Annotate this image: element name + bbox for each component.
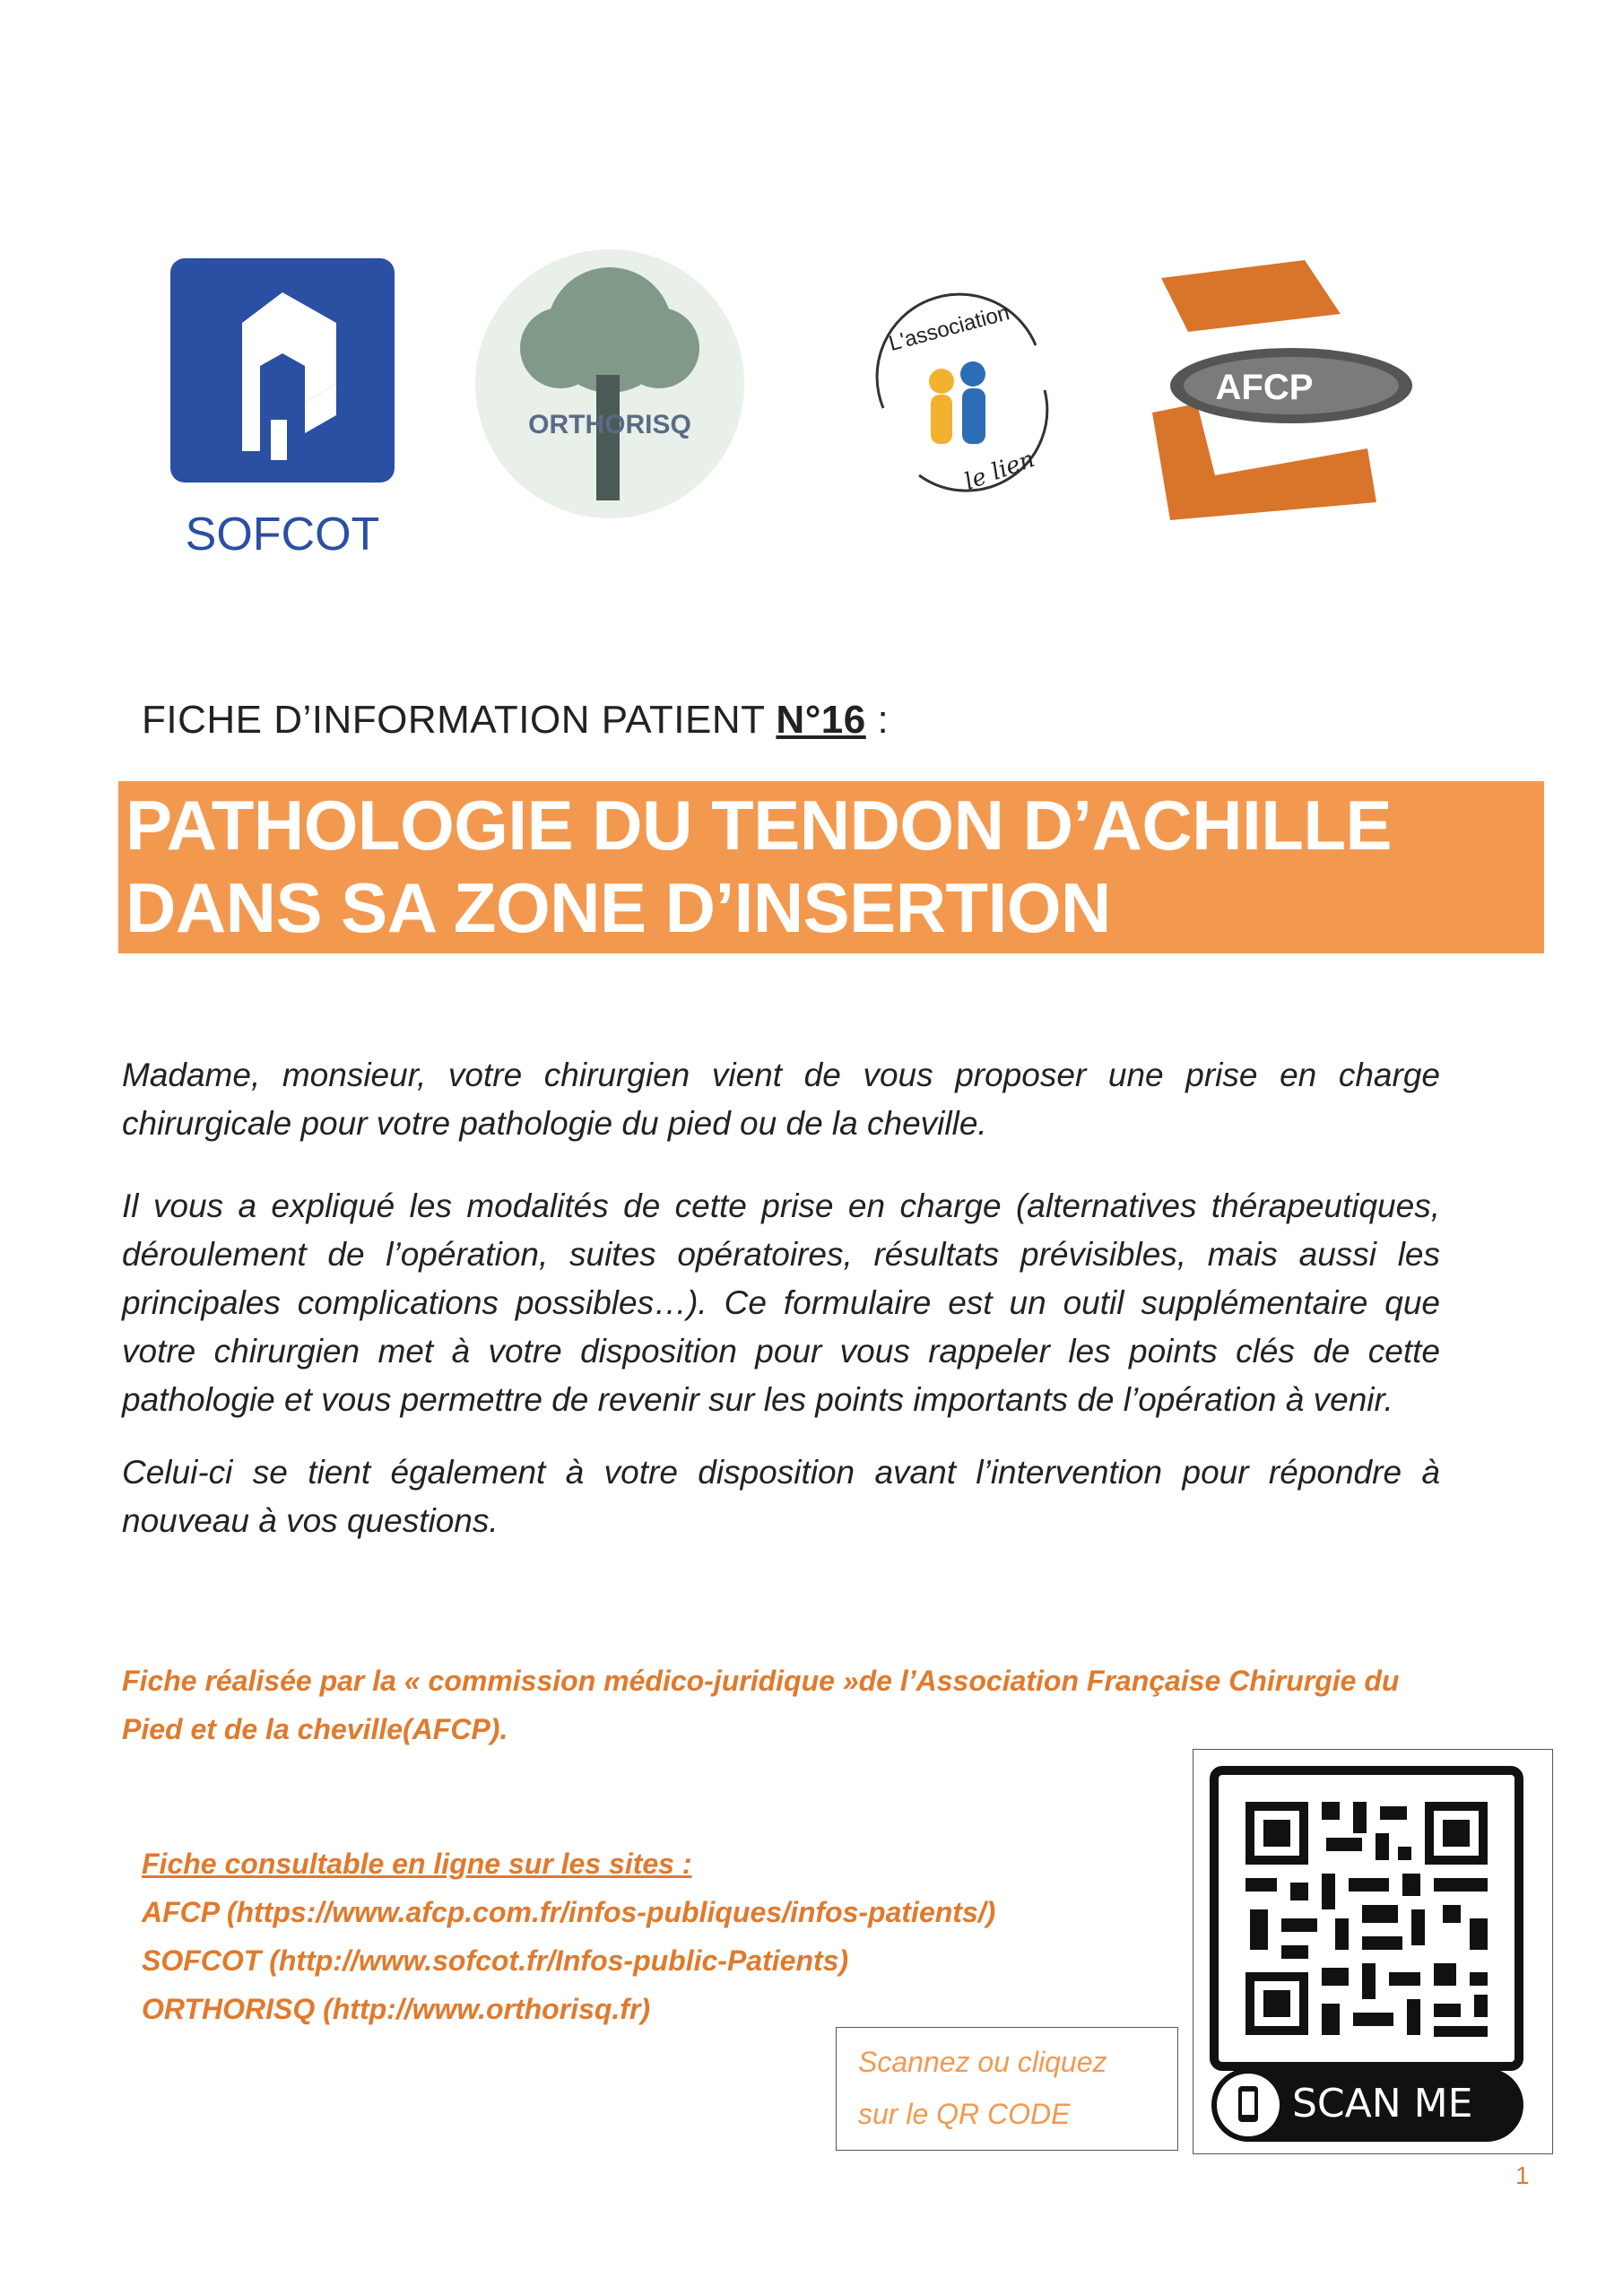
intro-paragraph-1: Madame, monsieur, votre chirurgien vient de vous proposer une prise en charge chirurgicale pour votre pathologie du pied ou de la cheville. [122,1057,1440,1142]
qr-frame [1210,1766,1523,2071]
intro-paragraph-3: Celui-ci se tient également à votre disposition avant l’intervention pour répondre à nouveau à vos questions. [122,1454,1440,1539]
lien-top-text: L'association [886,300,1012,357]
scan-me-button[interactable] [1211,2068,1523,2142]
sofcot-wordmark: SOFCOT [185,509,380,561]
afcp-wordmark: AFCP [1215,368,1314,407]
page-number: 1 [1515,2161,1530,2189]
scan-hint-line-2: sur le QR CODE [858,2098,1071,2130]
scan-me-label: SCAN ME [1292,2081,1473,2126]
scan-hint-box [836,2027,1178,2151]
le-lien-logo [856,291,1072,498]
fiche-title-prefix: FICHE D’INFORMATION PATIENT [142,698,777,742]
banner-line-2: DANS SA ZONE D’INSERTION [126,868,1111,947]
qr-code-icon[interactable] [1219,1775,1515,2062]
site-link-afcp[interactable]: AFCP (https://www.afcp.com.fr/infos-publiques/infos-patients/) [142,1896,996,1928]
banner-line-1: PATHOLOGIE DU TENDON D’ACHILLE [126,786,1393,865]
orthorisq-wordmark: ORTHORISQ [528,410,691,439]
phone-icon [1217,2074,1280,2136]
fiche-number: N°16 [776,698,866,742]
fiche-title [142,698,889,743]
lien-bottom-text: le lien [960,446,1038,496]
intro-paragraph-2: Il vous a expliqué les modalités de cette prise en charge (alternatives thérapeutiques, déroulement de l’opération, suites opératoires, résultats prévisibles, mais aussi les principales complications possibles…). Ce formulaire est un outil supplémentaire que votre chirurgien met à votre disposition pour vous rappeler les points clés de cette pathologie et vous permettre de revenir sur les points importants de l’opération à venir. [122,1187,1440,1418]
sites-heading: Fiche consultable en ligne sur les sites : [142,1848,692,1880]
orthorisq-logo [471,240,749,527]
site-link-sofcot[interactable]: SOFCOT (http://www.sofcot.fr/Infos-public-Patients) [142,1944,849,1977]
afcp-logo [1134,260,1421,529]
qr-code-panel[interactable] [1193,1749,1553,2154]
scan-hint-line-1: Scannez ou cliquez [858,2046,1107,2078]
title-banner [118,781,1544,953]
sofcot-logo [170,258,395,563]
credit-text: Fiche réalisée par la « commission médico-juridique »de l’Association Française Chirurgie du Pied et de la cheville(AFCP). [122,1665,1400,1745]
fiche-title-suffix: : [865,698,890,742]
site-link-orthorisq[interactable]: ORTHORISQ (http://www.orthorisq.fr) [142,1993,651,2025]
sites-list [142,1839,995,2033]
